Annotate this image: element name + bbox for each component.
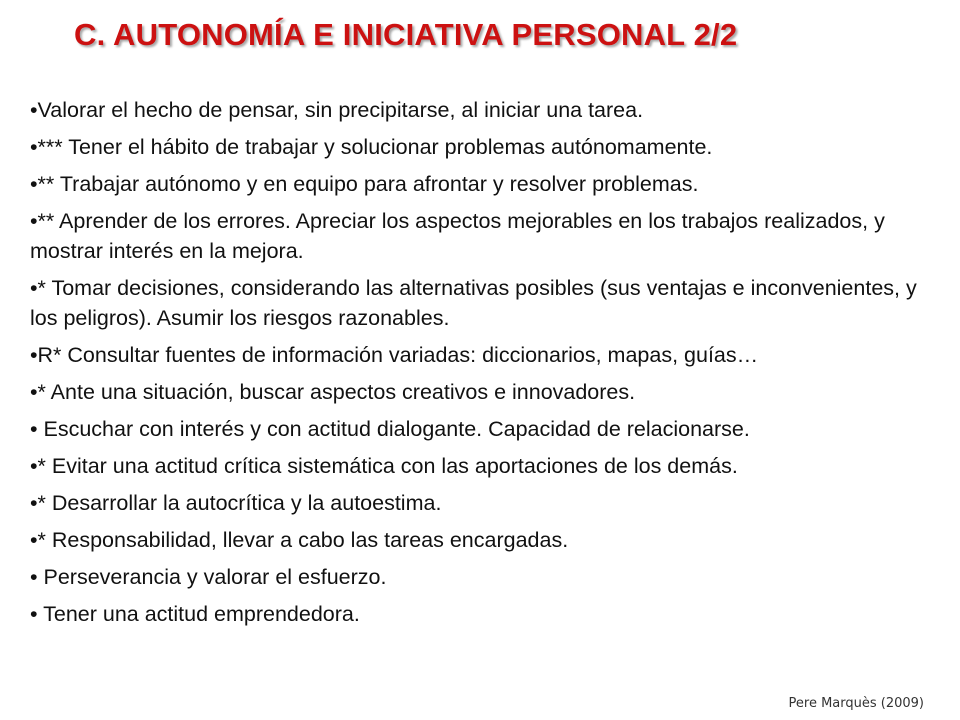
list-item [30, 273, 945, 333]
list-item [30, 132, 945, 162]
bullet-text: •* Ante una situación, buscar aspectos creativos e innovadores. [30, 380, 636, 404]
list-item [30, 525, 945, 555]
list-item [30, 599, 945, 629]
list-item [30, 169, 945, 199]
author-credit: Pere Marquès (2009) [788, 696, 924, 711]
bullet-text: •* Evitar una actitud crítica sistemática con las aportaciones de los demás. [30, 454, 738, 478]
list-item [30, 414, 945, 444]
list-item [30, 340, 945, 370]
list-item [30, 451, 945, 481]
list-item [30, 206, 945, 266]
list-item [30, 95, 945, 125]
bullet-text: •*** Tener el hábito de trabajar y solucionar problemas autónomamente. [30, 135, 713, 159]
list-item [30, 488, 945, 518]
bullet-text: • Tener una actitud emprendedora. [30, 602, 360, 626]
bullet-list [30, 95, 945, 636]
bullet-text: • Perseverancia y valorar el esfuerzo. [30, 565, 387, 589]
bullet-text: •** Trabajar autónomo y en equipo para afrontar y resolver problemas. [30, 172, 699, 196]
bullet-text: •Valorar el hecho de pensar, sin precipitarse, al iniciar una tarea. [30, 98, 644, 122]
bullet-text: •* Desarrollar la autocrítica y la autoestima. [30, 491, 442, 515]
bullet-text: •* Responsabilidad, llevar a cabo las tareas encargadas. [30, 528, 569, 552]
bullet-text: •** Aprender de los errores. Apreciar los aspectos mejorables en los trabajos realizados, y mostrar interés en la mejora. [30, 209, 885, 263]
bullet-text: •R* Consultar fuentes de información variadas: diccionarios, mapas, guías… [30, 343, 759, 367]
bullet-text: • Escuchar con interés y con actitud dialogante. Capacidad de relacionarse. [30, 417, 750, 441]
slide-title: C. AUTONOMÍA E INICIATIVA PERSONAL 2/2 [74, 17, 738, 52]
bullet-text: •* Tomar decisiones, considerando las alternativas posibles (sus ventajas e inconvenientes, y los peligros). Asumir los riesgos razonables. [30, 276, 917, 330]
list-item [30, 562, 945, 592]
list-item [30, 377, 945, 407]
